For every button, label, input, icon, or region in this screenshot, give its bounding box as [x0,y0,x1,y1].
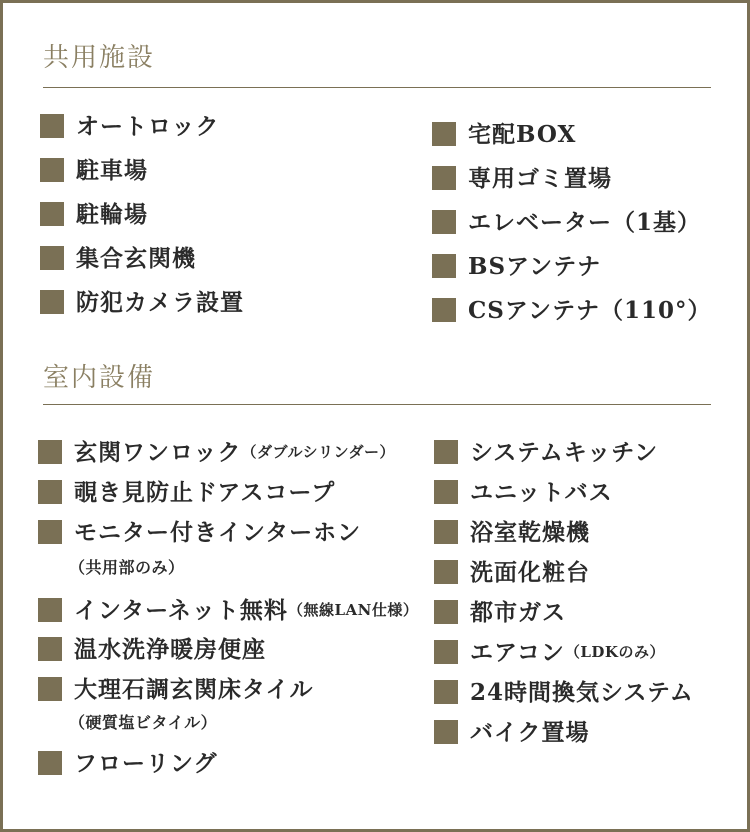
indoor-item-note: （無線LAN仕様） [287,600,419,619]
indoor-item [434,640,665,664]
shared-item [40,114,220,138]
square-bullet-icon [38,751,62,775]
square-bullet-icon [432,298,456,322]
shared-item [432,254,601,278]
indoor-item [434,680,694,704]
indoor-item-label: フローリング [74,749,218,777]
square-bullet-icon [40,114,64,138]
square-bullet-icon [434,680,458,704]
shared-item-label: 駐車場 [76,156,148,184]
shared-facilities-rule [43,87,711,88]
square-bullet-icon [432,210,456,234]
indoor-item-label: 温水洗浄暖房便座 [74,635,266,663]
indoor-item-subnote: （硬質塩ビタイル） [69,713,218,732]
indoor-item [434,440,658,464]
square-bullet-icon [432,166,456,190]
shared-item-label: 駐輪場 [76,200,148,228]
indoor-item [38,520,361,544]
indoor-item [38,598,418,622]
shared-item-label: 集合玄関機 [76,244,196,272]
indoor-item [38,440,395,464]
shared-item-label: 宅配BOX [468,120,577,148]
square-bullet-icon [40,246,64,270]
indoor-equipment-title: 室内設備 [43,363,156,393]
indoor-item-label: モニター付きインターホン [74,518,362,546]
indoor-item-note: （LDKのみ） [564,642,665,661]
shared-item [432,166,612,190]
shared-item [432,298,712,322]
square-bullet-icon [434,440,458,464]
indoor-item-label: 都市ガス [470,598,566,626]
shared-item-label: CSアンテナ（110°） [468,296,712,324]
indoor-item [434,560,590,584]
indoor-item-label: 大理石調玄関床タイル [74,675,314,703]
square-bullet-icon [432,254,456,278]
square-bullet-icon [434,520,458,544]
indoor-item [434,520,590,544]
indoor-item-label: エアコン [470,638,565,666]
square-bullet-icon [40,290,64,314]
square-bullet-icon [434,560,458,584]
square-bullet-icon [38,677,62,701]
indoor-item [434,480,613,504]
square-bullet-icon [38,440,62,464]
square-bullet-icon [38,520,62,544]
shared-item-label: オートロック [76,112,220,140]
indoor-item-label: システムキッチン [470,438,659,466]
shared-item [432,122,576,146]
square-bullet-icon [434,480,458,504]
square-bullet-icon [40,158,64,182]
shared-facilities-title: 共用施設 [43,43,156,73]
shared-item-label: エレベーター（1基） [468,208,702,236]
shared-item-label: 専用ゴミ置場 [468,164,612,192]
square-bullet-icon [434,600,458,624]
indoor-item-label: 洗面化粧台 [470,558,590,586]
indoor-item-label: 玄関ワンロック [74,438,242,466]
indoor-item-label: 浴室乾燥機 [470,518,590,546]
indoor-item [38,751,218,775]
square-bullet-icon [38,480,62,504]
indoor-item-subnote: （共用部のみ） [69,558,185,577]
indoor-item-label: インターネット無料 [74,596,288,624]
shared-item [40,290,244,314]
indoor-item-label: 覗き見防止ドアスコープ [74,478,336,506]
indoor-item [38,480,335,504]
shared-item-label: BSアンテナ [468,252,602,280]
square-bullet-icon [434,640,458,664]
square-bullet-icon [38,598,62,622]
indoor-item [38,677,314,701]
indoor-item [434,720,590,744]
shared-item [40,158,148,182]
square-bullet-icon [40,202,64,226]
shared-item [40,202,148,226]
indoor-item [38,637,266,661]
square-bullet-icon [434,720,458,744]
shared-item-label: 防犯カメラ設置 [76,288,244,316]
indoor-item-note: （ダブルシリンダー） [241,442,395,461]
indoor-item [434,600,566,624]
indoor-item-label: バイク置場 [470,718,590,746]
shared-item [432,210,701,234]
indoor-equipment-rule [43,404,711,405]
shared-item [40,246,196,270]
square-bullet-icon [432,122,456,146]
square-bullet-icon [38,637,62,661]
indoor-item-label: 24時間換気システム [470,678,694,706]
indoor-item-label: ユニットバス [470,478,613,506]
